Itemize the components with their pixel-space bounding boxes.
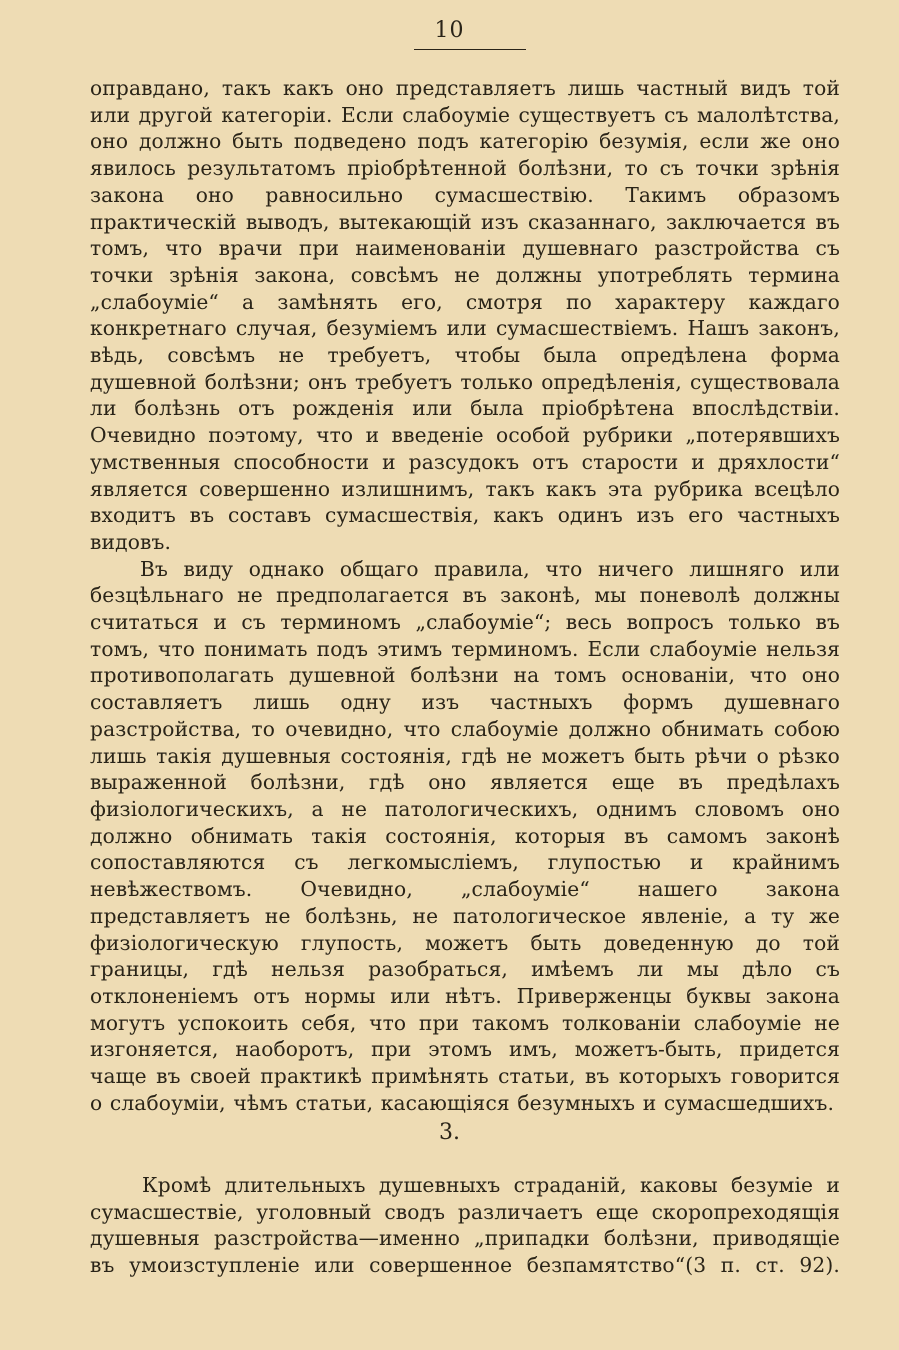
paragraph-continuation: оправдано, такъ какъ оно представляетъ лишь частный видъ той или другой категоріи. Если слабоуміе существуетъ съ малолѣтства, оно должно быть подведено подъ категорію безумія, если же оно явилось результатомъ пріобрѣтенной болѣзни, то съ точки зрѣнія закона оно равносильно сумасшествію. Такимъ образомъ практическій выводъ, вытекающій изъ сказаннаго, заключается въ томъ, что врачи при наименованіи душевнаго разстройства съ точки зрѣнія закона, совсѣмъ не должны употреблять термина „слабоуміе“ а замѣнять его, смотря по характеру каждаго конкретнаго случая, безуміемъ или сумасшествіемъ. Нашъ законъ, вѣдь, совсѣмъ не требуетъ, чтобы была опредѣлена форма душевной болѣзни; онъ требуетъ только опредѣленія, существовала ли болѣзнь отъ рожденія или была пріобрѣтена впослѣдствіи. Очевидно поэтому, что и введеніе особой рубрики „потерявшихъ умственныя способности и разсудокъ отъ старости и дряхлости“ является совершенно излишнимъ, такъ какъ эта рубрика всецѣло входитъ въ составъ сумасшествія, какъ одинъ изъ его частныхъ видовъ. bbox=[90, 76, 840, 554]
body-text bbox=[90, 75, 840, 1116]
section-paragraph: Кромѣ длительныхъ душевныхъ страданій, каковы безуміе и сумасшествіе, уголовный сводъ различаетъ еще скоропреходящія душевныя разстройства—именно „припадки болѣзни, приводящіе въ умоизступленіе или совершенное безпамятство“(3 п. ст. 92). bbox=[90, 1173, 840, 1278]
header-rule bbox=[414, 49, 526, 50]
paragraph: Въ виду однако общаго правила, что ничего лишняго или безцѣльнаго не предполагается въ законѣ, мы поневолѣ должны считаться и съ терминомъ „слабоуміе“; весь вопросъ только въ томъ, что понимать подъ этимъ терминомъ. Если слабоуміе нельзя противополагать душевной болѣзни на томъ основаніи, что оно составляетъ лишь одну изъ частныхъ формъ душевнаго разстройства, то очевидно, что слабоуміе должно обнимать собою лишь такія душевныя состоянія, гдѣ не можетъ быть рѣчи о рѣзко выраженной болѣзни, гдѣ оно является еще въ предѣлахъ физіологическихъ, а не патологическихъ, однимъ словомъ оно должно обнимать такія состоянія, которыя въ самомъ законѣ сопоставляются съ легкомысліемъ, глупостью и крайнимъ невѣжествомъ. Очевидно, „слабоуміе“ нашего закона представляетъ не болѣзнь, не патологическое явленіе, а ту же физіологическую глупость, можетъ быть доведенную до той границы, гдѣ нельзя разобраться, имѣемъ ли мы дѣло съ отклоненіемъ отъ нормы или нѣтъ. Приверженцы буквы закона могутъ успокоить себя, что при такомъ толкованіи слабоуміе не изгоняется, наоборотъ, при этомъ имъ, можетъ-быть, придется чаще въ своей практикѣ примѣнять статьи, въ которыхъ говорится о слабоуміи, чѣмъ статьи, касающіяся безумныхъ и сумасшедшихъ. bbox=[90, 556, 840, 1115]
page-number: 10 bbox=[434, 18, 465, 43]
section-number: 3. bbox=[439, 1120, 460, 1145]
